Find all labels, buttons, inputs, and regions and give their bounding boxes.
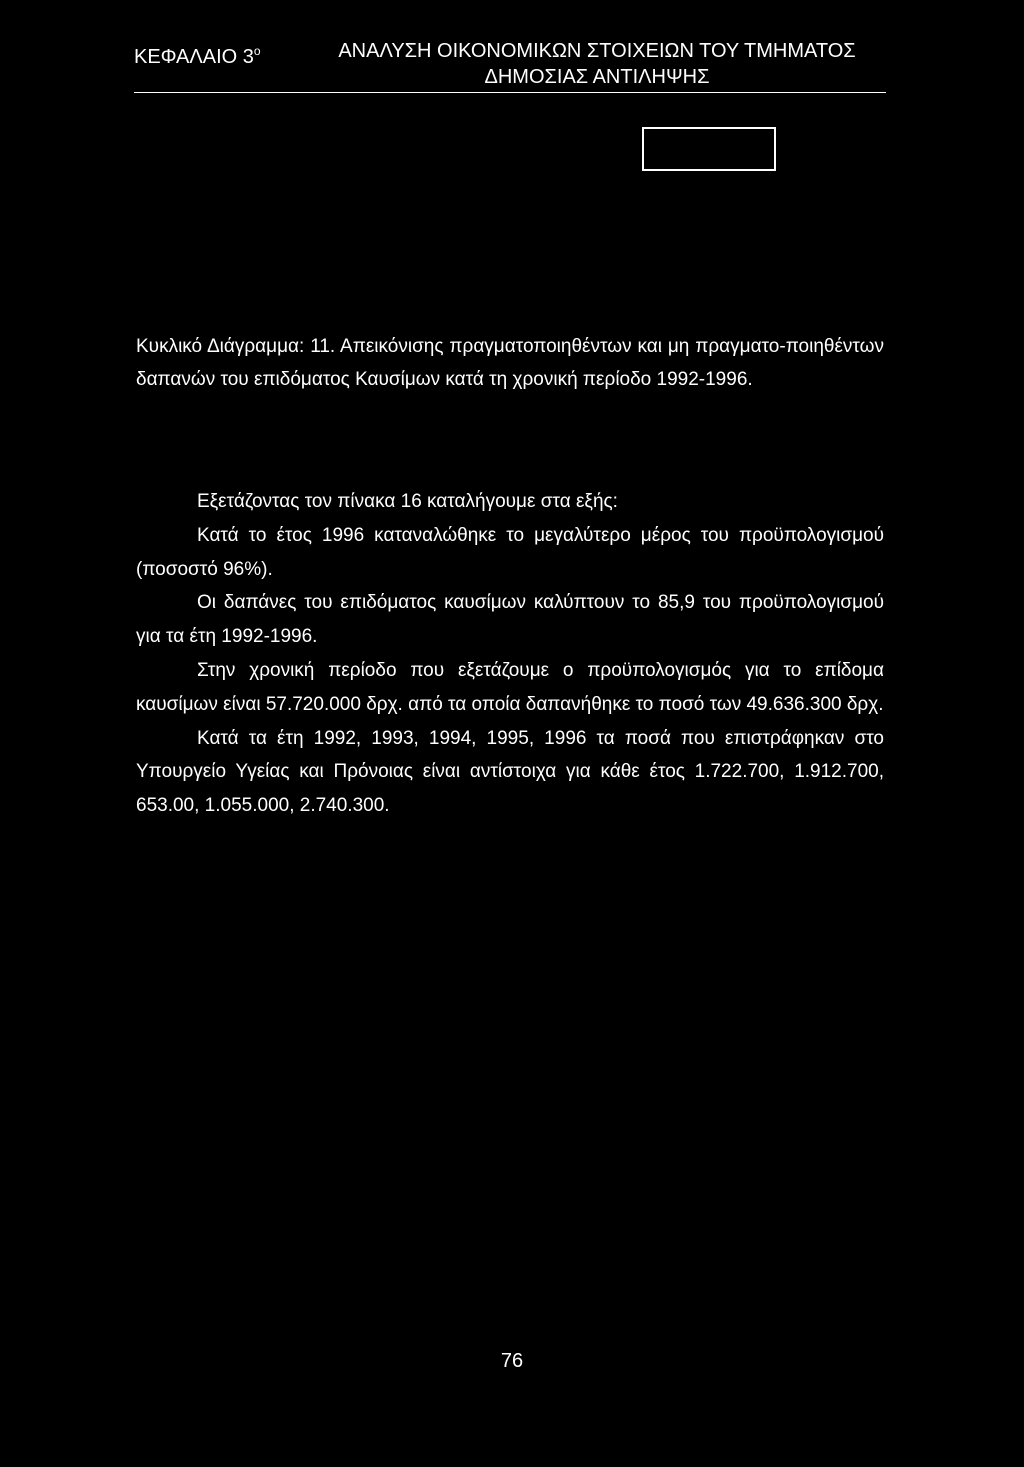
page-header <box>134 38 886 93</box>
page-number: 76 <box>500 1350 524 1372</box>
paragraph-expense-coverage: Οι δαπάνες του επιδόματος καυσίμων καλύπτουν το 85,9 του προϋπολογισμού για τα έτη 1992-1996. <box>136 592 884 648</box>
body-text <box>136 485 884 823</box>
blank-box <box>642 127 776 171</box>
paragraph-intro: Εξετάζοντας τον πίνακα 16 καταλήγουμε στα εξής: <box>197 491 618 512</box>
chapter-label <box>134 38 261 70</box>
chapter-superscript: ο <box>253 44 261 58</box>
figure-caption: Κυκλικό Διάγραμμα: 11. Απεικόνισης πραγματοποιηθέντων και μη πραγματο-ποιηθέντων δαπανών του επιδόματος Καυσίμων κατά τη χρονική περίοδο 1992-1996. <box>136 336 884 390</box>
chapter-title: ΑΝΑΛΥΣΗ ΟΙΚΟΝΟΜΙΚΩΝ ΣΤΟΙΧΕΙΩΝ ΤΟΥ ΤΜΗΜΑΤΟΣ ΔΗΜΟΣΙΑΣ ΑΝΤΙΛΗΨΗΣ <box>338 40 856 88</box>
paragraph-returned-amounts: Κατά τα έτη 1992, 1993, 1994, 1995, 1996 τα ποσά που επιστράφηκαν στο Υπουργείο Υγείας και Πρόνοιας είναι αντίστοιχα για κάθε έτος 1.722.700, 1.912.700, 653.00, 1.055.000, 2.740.300. <box>136 727 884 817</box>
chapter-label-text: ΚΕΦΑΛΑΙΟ 3 <box>134 46 254 68</box>
header-divider <box>134 92 886 93</box>
paragraph-1996-consumption: Κατά το έτος 1996 καταναλώθηκε το μεγαλύτερο μέρος του προϋπολογισμού (ποσοστό 96%). <box>136 524 884 580</box>
paragraph-budget-total: Στην χρονική περίοδο που εξετάζουμε ο προϋπολογισμός για το επίδομα καυσίμων είναι 57.720.000 δρχ. από τα οποία δαπανήθηκε το ποσό των 49.636.300 δρχ. <box>136 659 884 715</box>
